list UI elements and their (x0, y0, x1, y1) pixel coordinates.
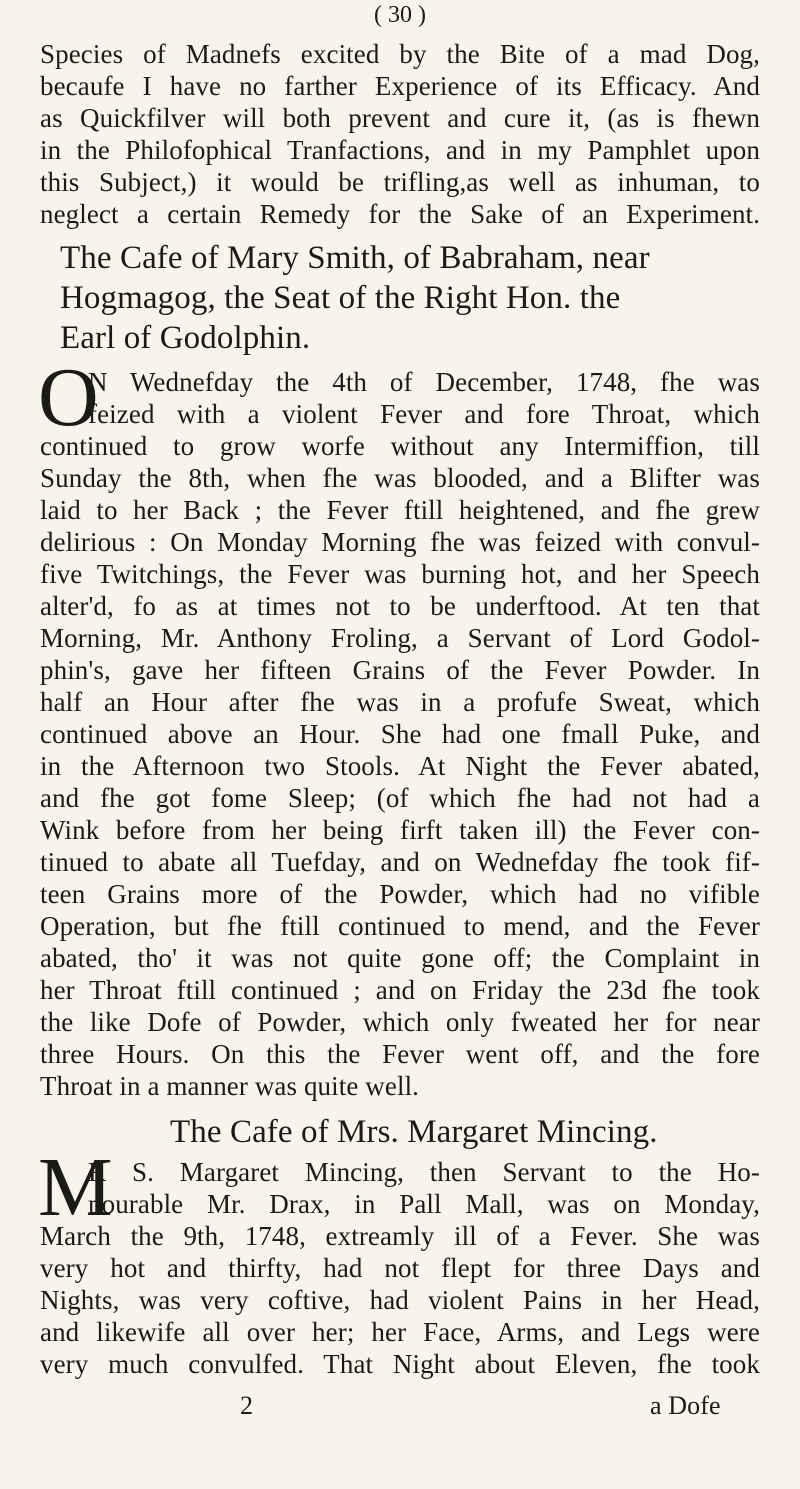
drop-cap: M (38, 1141, 113, 1234)
heading-line: Hogmagog, the Seat of the Right Hon. the (60, 280, 621, 316)
text-line: in the Afternoon two Stools. At Night the Fever abated, (40, 751, 760, 781)
text-line: March the 9th, 1748, extreamly ill of a Fever. She was (40, 1221, 760, 1251)
text-line: the like Dofe of Powder, which only fweated her for near (40, 1007, 760, 1037)
text-line: very much convulfed. That Night about Eleven, fhe took (40, 1349, 760, 1379)
text-line: N Wednefday the 4th of December, 1748, fhe was (88, 367, 760, 397)
text-line: alter'd, fo as at times not to be underftood. At ten that (40, 591, 760, 621)
text-line: continued to grow worfe without any Intermiffion, till (40, 431, 760, 461)
heading-line: Earl of Godolphin. (60, 320, 311, 356)
catchword: a Dofe (650, 1391, 721, 1420)
text-line: her Throat ftill continued ; and on Friday the 23d fhe took (40, 975, 760, 1005)
text-line: Operation, but fhe ftill continued to mend, and the Fever (40, 911, 760, 941)
text-line: and fhe got fome Sleep; (of which fhe had not had a (40, 783, 760, 813)
text-line: nourable Mr. Drax, in Pall Mall, was on Monday, (88, 1189, 760, 1219)
text-line: R S. Margaret Mincing, then Servant to the Ho- (88, 1157, 760, 1187)
text-line: three Hours. On this the Fever went off, and the fore (40, 1039, 760, 1069)
drop-cap: O (38, 351, 99, 444)
text-line: as Quickfilver will both prevent and cure it, (as is fhewn (40, 103, 760, 133)
text-line: laid to her Back ; the Fever ftill heightened, and fhe grew (40, 495, 760, 525)
text-line: Sunday the 8th, when fhe was blooded, and a Blifter was (40, 463, 760, 493)
text-line: continued above an Hour. She had one fmall Puke, and (40, 719, 760, 749)
text-line: feized with a violent Fever and fore Throat, which (88, 399, 760, 429)
heading-line: The Cafe of Mary Smith, of Babraham, near (60, 240, 650, 276)
text-line: Wink before from her being firft taken ill) the Fever con- (40, 815, 760, 845)
text-line: Nights, was very coftive, had violent Pains in her Head, (40, 1285, 760, 1315)
text-line: five Twitchings, the Fever was burning hot, and her Speech (40, 559, 760, 589)
signature-mark: 2 (240, 1391, 254, 1420)
page-number: ( 30 ) (374, 2, 426, 28)
text-line: phin's, gave her fifteen Grains of the Fever Powder. In (40, 655, 760, 685)
text-line: abated, tho' it was not quite gone off; the Complaint in (40, 943, 760, 973)
case-heading-margaret-mincing: The Cafe of Mrs. Margaret Mincing. (170, 1114, 658, 1150)
text-line: this Subject,) it would be trifling,as well as inhuman, to (40, 167, 760, 197)
text-line: neglect a certain Remedy for the Sake of an Experiment. (40, 199, 760, 229)
text-line: teen Grains more of the Powder, which had no vifible (40, 879, 760, 909)
text-line: Morning, Mr. Anthony Froling, a Servant of Lord Godol- (40, 623, 760, 653)
text-line: becaufe I have no farther Experience of its Efficacy. And (40, 71, 760, 101)
text-line: Species of Madnefs excited by the Bite of a mad Dog, (40, 39, 760, 69)
text-line: tinued to abate all Tuefday, and on Wednefday fhe took fif- (40, 847, 760, 877)
text-line: in the Philofophical Tranfactions, and in my Pamphlet upon (40, 135, 760, 165)
text-line: very hot and thirfty, had not flept for three Days and (40, 1253, 760, 1283)
text-line: half an Hour after fhe was in a profufe Sweat, which (40, 687, 760, 717)
text-line: Throat in a manner was quite well. (40, 1071, 420, 1101)
text-line: delirious : On Monday Morning fhe was feized with convul- (40, 527, 760, 557)
text-line: and likewife all over her; her Face, Arms, and Legs were (40, 1317, 760, 1347)
